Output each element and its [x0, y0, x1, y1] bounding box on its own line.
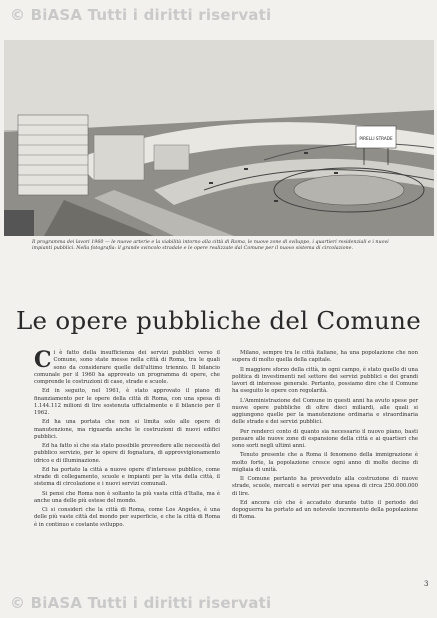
paragraph: Tenuto presente che a Roma il fenomeno della immigrazione è molto forte, la popolazione cresce ogni anno di molte decine di migliaia di unità. [232, 452, 418, 473]
watermark-bottom: © BiASA Tutti i diritti riservati [10, 594, 272, 612]
left-column [34, 347, 220, 531]
page-number: 3 [424, 580, 429, 588]
paragraph: Il maggiore sforzo della città, in ogni campo, è stato quello di una politica di investimenti nel settore dei servizi pubblici e dei grandi lavori di interesse generale. Pertanto, possiamo dire che il Comune ha eseguito le opere con regolarità. [232, 366, 418, 395]
photo-illustration [4, 40, 434, 236]
paragraph: Milano, sempre tra le città italiane, ha una popolazione che non supera di molto quella della capitale. [232, 350, 418, 364]
paragraph: Ed ha fatto sì che sia stato possibile provvedere alle necessità del pubblico servizio, per le opere di fognatura, di approvvigionamento idrico e di illuminazione. [34, 443, 220, 464]
paragraph: Per renderci conto di quanto sia necessario il nuovo piano, basti pensare alle nuove zone di espansione della città e ai quartieri che sono sorti negli ultimi anni. [232, 428, 418, 449]
paragraph: Ci è fatto della insufficienza dei servizi pubblici verso il Comune, sono state messe nella città di Roma, tra le quali sono da considerare quelle dell'ultimo triennio. Il bilancio comunale per il 1960 ha approvato un programma di opere, che comprende le costruzioni di case, strade e scuole. [34, 347, 220, 385]
paragraph: Il Comune pertanto ha provveduto alla costruzione di nuove strade, scuole, mercati e servizi per una spesa di circa 250.000.000 di lire. [232, 476, 418, 497]
watermark-top: © BiASA Tutti i diritti riservati [10, 6, 272, 24]
paragraph: L'Amministrazione del Comune in questi anni ha avuto spese per nuove opere pubbliche di oltre dieci miliardi, alle quali si aggiungono quelle per la manutenzione ordinaria e straordinaria delle strade e dei servizi pubblici. [232, 397, 418, 426]
paragraph: Ed ha una portata che non si limita solo alle opere di manutenzione, ma riguarda anche le costruzioni di nuovi edifici pubblici. [34, 419, 220, 440]
article-title: Le opere pubbliche del Comune [15, 306, 422, 335]
architectural-photo [4, 40, 434, 236]
paragraph: Ed ancora ciò che è accaduto durante tutto il periodo del dopoguerra ha portato ad un notevole incremento della popolazione di Roma. [232, 499, 418, 521]
paragraph: Ed in seguito, nel 1961, è stato approvato il piano di finanziamento per le opere della città di Roma, con una spesa di 1.144.112 milioni di lire sostenuta ufficialmente e il bilancio per il 1962. [34, 388, 220, 416]
photo-caption: Il programma dei lavori 1960 — le nuove arterie e la viabilità intorno alla città di Roma, le nuove zone di sviluppo, i quartieri residenziali e i nuovi impianti pubblici. Nella fotografia: il grande svincolo stradale e le opere realizzate dal Comune per il nuovo sistema di circolazione. [32, 240, 389, 252]
paragraph: Si pensi che Roma non è soltanto la più vasta città d'Italia, ma è anche una delle più estese del mondo. [34, 490, 220, 504]
drop-cap: C [34, 347, 52, 373]
right-column [232, 350, 418, 524]
paragraph: Ci si consideri che la città di Roma, come Los Angeles, è una delle più vaste città del mondo per superficie, e che la città di Roma è in continuo e costante sviluppo. [34, 507, 220, 528]
billboard-sign: PIRELLI STRADE [359, 136, 393, 141]
paragraph: Ed ha portato la città a nuove opere d'interesse pubblico, come strade di collegamento, scuole e impianti per la vita della città, il sistema di circolazione e i nuovi servizi comunali. [34, 466, 220, 488]
